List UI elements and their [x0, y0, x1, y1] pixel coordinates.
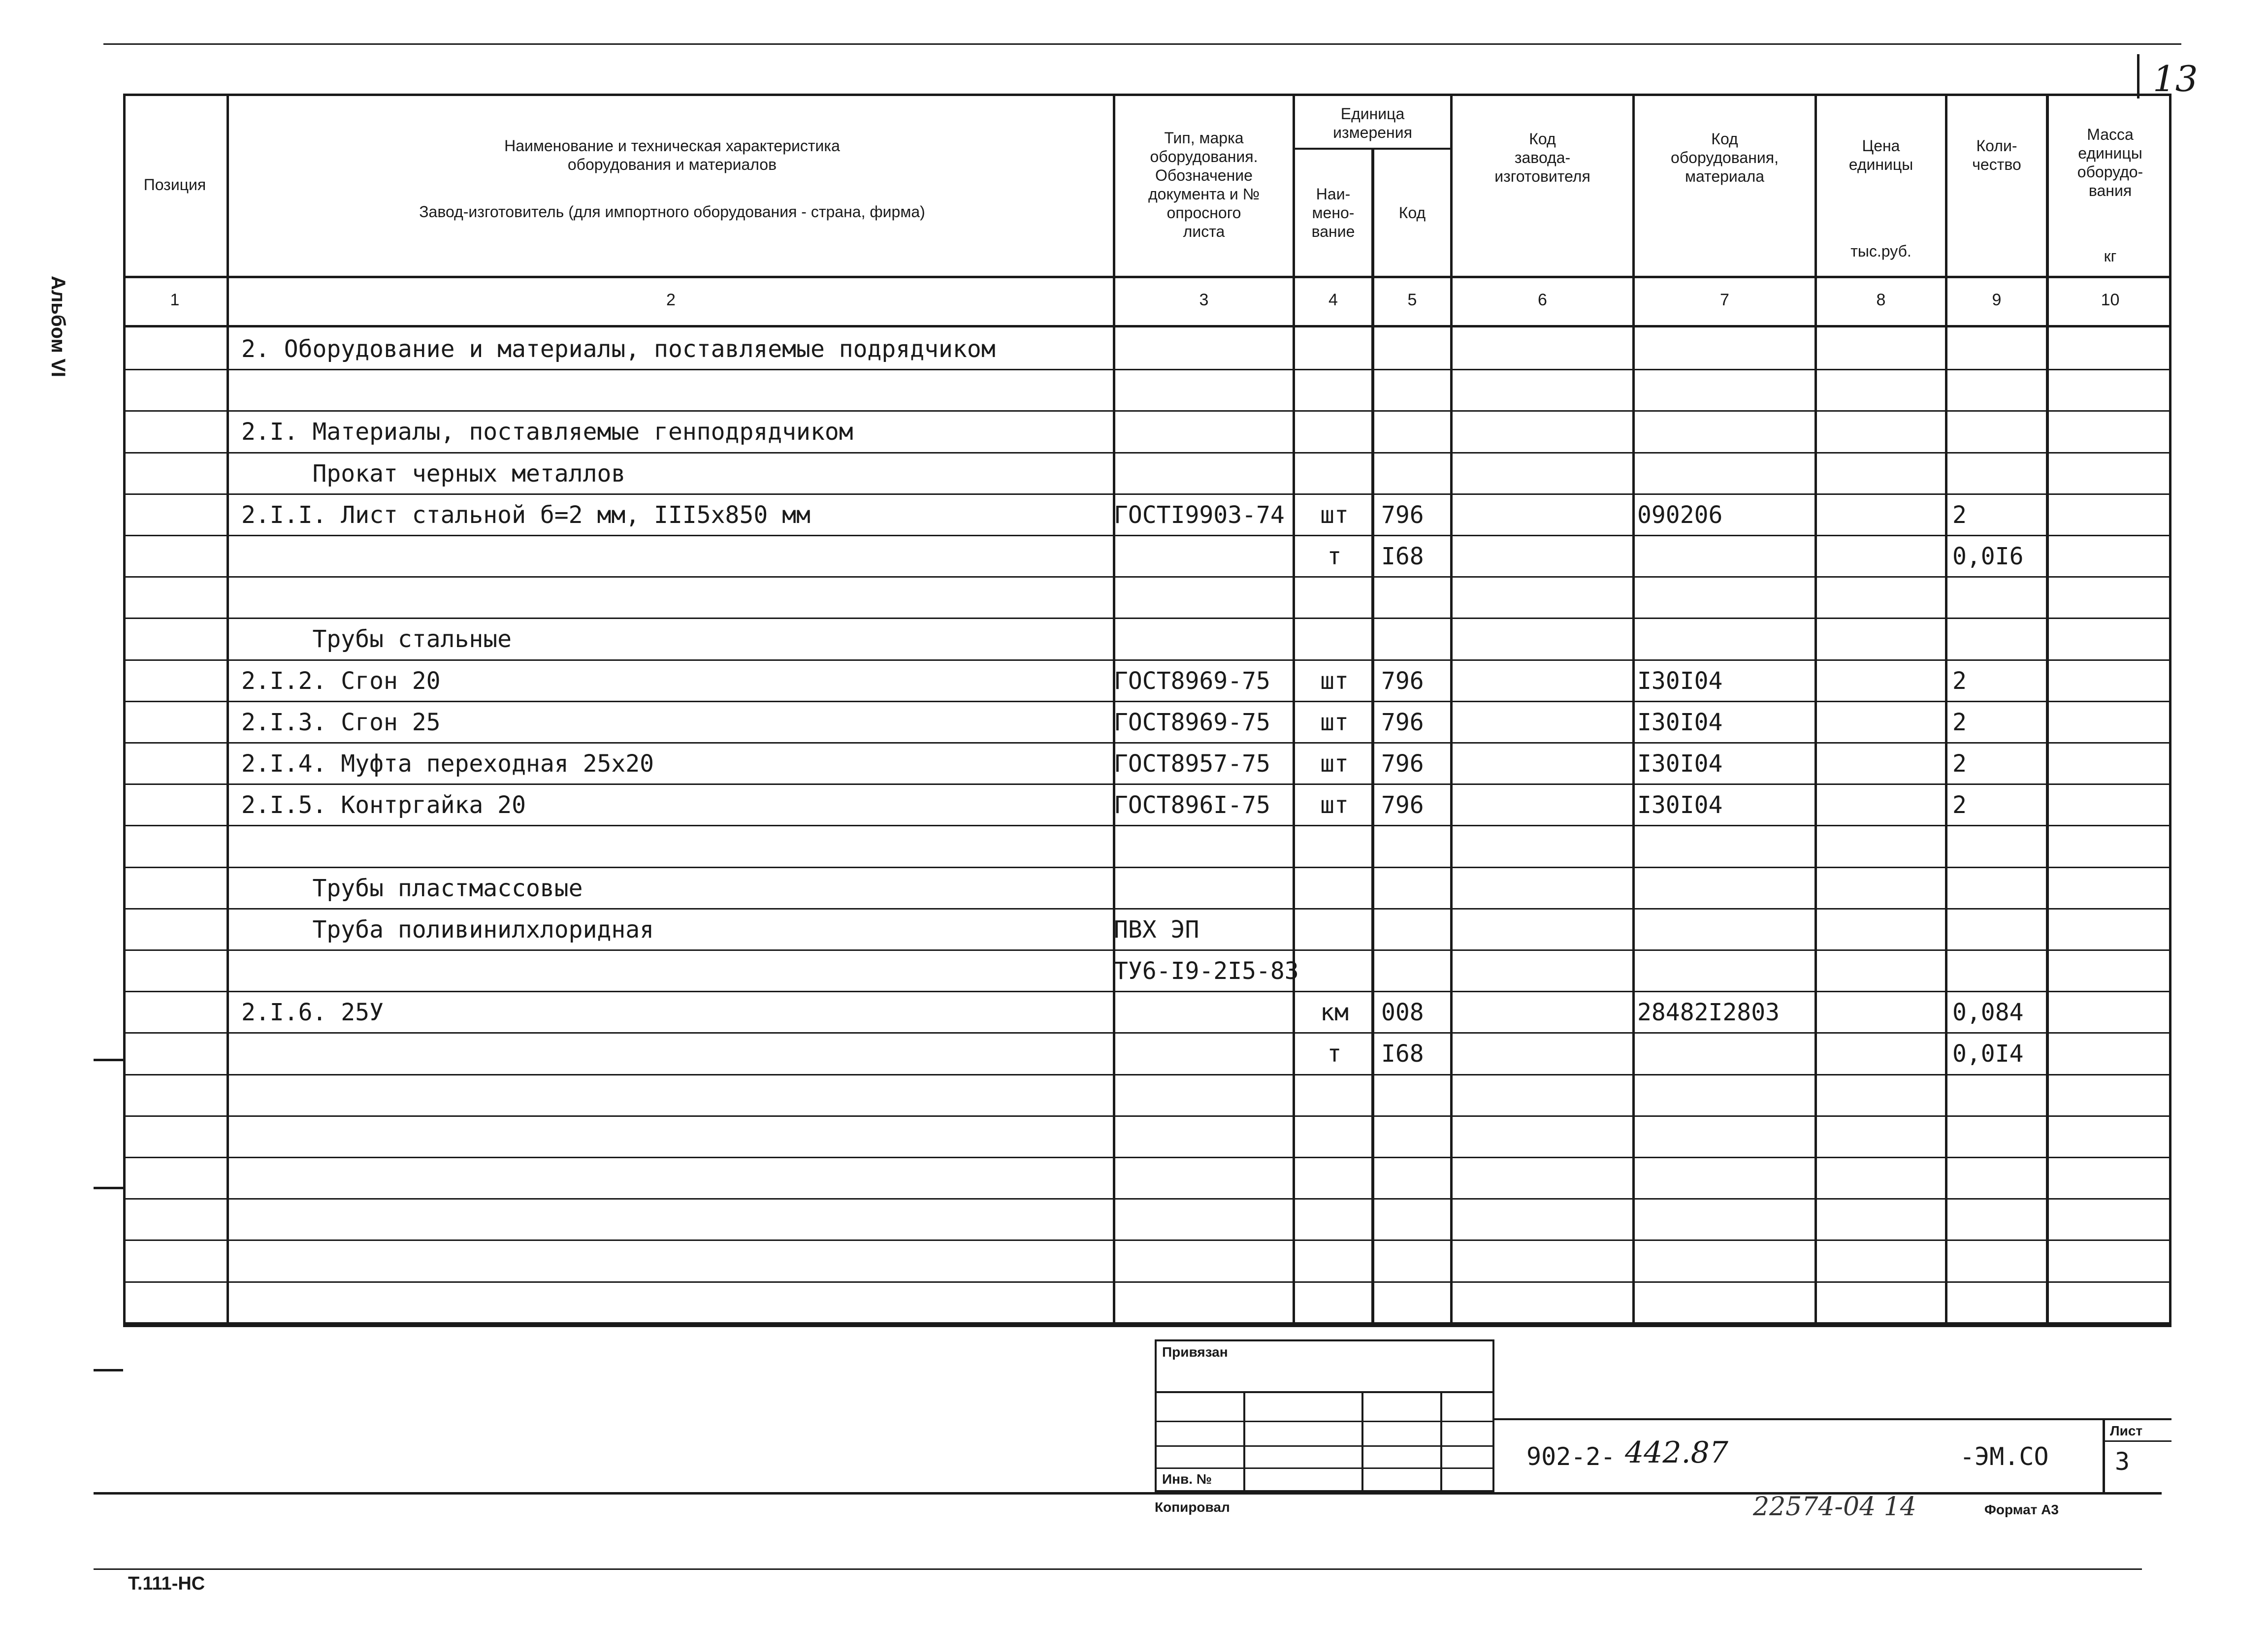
row-unit-cell: шт [1320, 501, 1349, 529]
row-unit-cell: шт [1320, 791, 1349, 819]
row-unit-cell: т [1327, 1040, 1342, 1068]
header-unit-name: Наи- мено- вание [1311, 185, 1355, 240]
row-name-cell: Труба поливинилхлоридная [241, 916, 654, 944]
row-doc-cell: ГОСТI9903-74 [1114, 501, 1285, 529]
row-doc-cell: ГОСТ8969-75 [1114, 709, 1270, 736]
header-unit-code: Код [1398, 204, 1426, 222]
row-doc-cell: ТУ6-I9-2I5-83 [1114, 957, 1299, 985]
col-number: 10 [2101, 291, 2120, 309]
row-doc-cell: ГОСТ8957-75 [1114, 750, 1270, 778]
row-code-cell: 796 [1381, 501, 1424, 529]
row-code-cell: I68 [1381, 543, 1424, 570]
row-qty-cell: 0,084 [1952, 999, 2024, 1026]
col-number: 3 [1199, 291, 1209, 309]
row-doc-cell: ГОСТ896I-75 [1114, 791, 1270, 819]
row-unit-cell: шт [1320, 750, 1349, 778]
row-separator [123, 1281, 2171, 1283]
row-separator [123, 659, 2171, 661]
row-name-cell: 2.I.I. Лист стальной б=2 мм, III5х850 мм [241, 501, 810, 529]
stamp-inventory-label: Инв. № [1162, 1471, 1212, 1487]
row-name-cell: 2.I.5. Контргайка 20 [241, 791, 526, 819]
row-name-cell: 2. Оборудование и материалы, поставляемые подрядчиком [241, 335, 996, 363]
row-name-cell: 2.I.2. Сгон 20 [241, 667, 441, 695]
row-separator [123, 535, 2171, 536]
row-unit-cell: шт [1320, 709, 1349, 736]
stamp-attached-block [1155, 1339, 1494, 1492]
row-name-cell: 2.I.3. Сгон 25 [241, 709, 441, 736]
header-name: Наименование и техническая характеристика оборудования и материалов [504, 137, 840, 173]
header-unit-price: Цена единицы [1848, 137, 1913, 173]
doc-number-handwritten: 442.87 [1625, 1435, 1728, 1470]
header-position: Позиция [143, 176, 206, 194]
header-mass-unit: кг [2104, 247, 2117, 265]
row-separator [123, 452, 2171, 454]
header-unit-group: Единица измерения [1333, 105, 1412, 141]
row-separator [123, 493, 2171, 495]
row-separator [123, 825, 2171, 826]
row-qty-cell: 2 [1952, 750, 1967, 778]
doc-number-suffix: -ЭМ.СО [1960, 1442, 2049, 1471]
row-separator [123, 1198, 2171, 1200]
page-number: 13 [2153, 58, 2198, 99]
row-separator [123, 867, 2171, 868]
row-doc-cell: ГОСТ8969-75 [1114, 667, 1270, 695]
header-manufacturer: Завод-изготовитель (для импортного оборудования - страна, фирма) [419, 203, 925, 221]
row-separator [123, 410, 2171, 412]
row-code-cell: 796 [1381, 750, 1424, 778]
album-side-label: Альбом VI [47, 276, 69, 377]
col-number: 4 [1328, 291, 1338, 309]
row-mat-cell: I30I04 [1637, 750, 1723, 778]
row-separator [123, 1074, 2171, 1075]
col-number: 1 [170, 291, 180, 309]
row-code-cell: 796 [1381, 791, 1424, 819]
row-name-cell: 2.I.4. Муфта переходная 25х20 [241, 750, 654, 778]
header-type-doc: Тип, марка оборудования. Обозначение документа и № опросного листа [1148, 129, 1260, 240]
row-separator [123, 1157, 2171, 1158]
row-separator [123, 701, 2171, 702]
col-number: 2 [666, 291, 676, 309]
row-qty-cell: 2 [1952, 501, 1967, 529]
row-separator [123, 949, 2171, 951]
header-mass: Масса единицы оборудо- вания [2077, 126, 2143, 199]
doc-number-prefix: 902-2- [1526, 1442, 1616, 1471]
row-code-cell: 008 [1381, 999, 1424, 1026]
row-separator [123, 742, 2171, 744]
row-code-cell: 796 [1381, 709, 1424, 736]
col-number: 9 [1992, 291, 2002, 309]
order-number-handwritten: 22574-04 14 [1753, 1492, 1916, 1522]
row-separator [123, 1032, 2171, 1034]
row-doc-cell: ПВХ ЭП [1114, 916, 1199, 944]
col-number: 7 [1720, 291, 1729, 309]
row-name-cell: Трубы стальные [241, 625, 512, 653]
row-separator [123, 1323, 2171, 1324]
row-separator [123, 576, 2171, 578]
row-qty-cell: 2 [1952, 791, 1967, 819]
row-separator [123, 1239, 2171, 1241]
row-name-cell: 2.I. Материалы, поставляемые генподрядчиком [241, 418, 853, 446]
row-mat-cell: I30I04 [1637, 667, 1723, 695]
col-number: 6 [1538, 291, 1547, 309]
header-material-code: Код оборудования, материала [1671, 130, 1779, 185]
row-separator [123, 991, 2171, 992]
row-code-cell: I68 [1381, 1040, 1424, 1068]
copied-label: Копировал [1155, 1499, 1230, 1515]
row-separator [123, 618, 2171, 619]
row-qty-cell: 0,0I4 [1952, 1040, 2024, 1068]
row-qty-cell: 0,0I6 [1952, 543, 2024, 570]
footer-code: Т.111-НС [128, 1573, 205, 1594]
sheet-number: 3 [2115, 1447, 2130, 1476]
row-name-cell: 2.I.6. 25У [241, 999, 384, 1026]
col-number: 8 [1876, 291, 1886, 309]
stamp-attached-label: Привязан [1162, 1344, 1228, 1360]
sheet-label: Лист [2110, 1423, 2143, 1438]
row-mat-cell: I30I04 [1637, 709, 1723, 736]
row-name-cell: Трубы пластмассовые [241, 875, 583, 902]
row-code-cell: 796 [1381, 667, 1424, 695]
row-separator [123, 783, 2171, 785]
format-label: Формат А3 [1984, 1502, 2059, 1517]
header-quantity: Коли- чество [1972, 137, 2021, 173]
row-unit-cell: т [1327, 543, 1342, 570]
row-mat-cell: I30I04 [1637, 791, 1723, 819]
header-price-unit: тыс.руб. [1850, 242, 1912, 260]
row-unit-cell: км [1320, 999, 1349, 1026]
row-separator [123, 369, 2171, 370]
row-unit-cell: шт [1320, 667, 1349, 695]
row-qty-cell: 2 [1952, 667, 1967, 695]
row-separator [123, 1115, 2171, 1117]
row-qty-cell: 2 [1952, 709, 1967, 736]
col-number: 5 [1407, 291, 1417, 309]
row-name-cell: Прокат черных металлов [241, 460, 626, 488]
row-mat-cell: 28482I2803 [1637, 999, 1780, 1026]
row-mat-cell: 090206 [1637, 501, 1723, 529]
header-factory-code: Код завода- изготовителя [1494, 130, 1590, 185]
row-separator [123, 908, 2171, 910]
